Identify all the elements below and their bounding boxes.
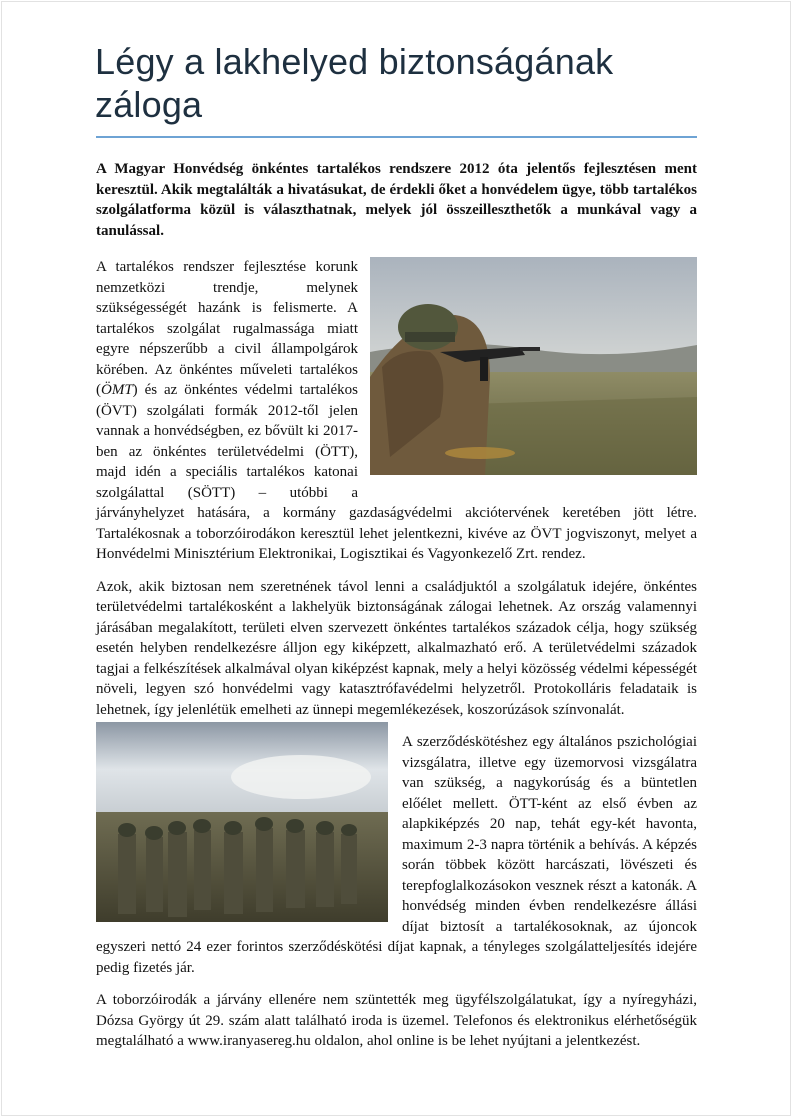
omt-abbreviation: ÖMT [101, 382, 133, 398]
paragraph-1-part-1: A tartalékos rendszer fejlesztése korunk nemzetközi trendje, melynek szükségességét hazánk is felismerte. A tartalékos szolgálat rugalmassága miatt egyre népszerűbb a civil állampolgárok körében. Az önkéntes műveleti tartalékos ( [96, 259, 358, 398]
soldiers-group-photo [96, 722, 388, 922]
page-title: Légy a lakhelyed biztonságának záloga [95, 41, 614, 125]
paragraph-3: A szerződéskötéshez egy általános pszichológiai vizsgálatra, illetve egy üzemorvosi vizsgálatra van szükség, a nagykorúság és a büntetlen előélet mellett. ÖTT-ként az első évben az alapkiképzés 20 nap, tehát egy-két havonta, maximum 2-3 napra történik a behívás. A képzés során többek között harcászati, lövészeti és terepfoglalkozásokon vesznek részt a katonák. A honvédség minden évben rendelkezésre állási díjat biztosít a tartalékosoknak, az újoncok egyszeri nettó 24 ezer forintos szerződéskötési díjat kapnak, a tényleges szolgálatteljesítés idejére pedig fizetés jár. [96, 734, 697, 976]
lead-paragraph: A Magyar Honvédség önkéntes tartalékos rendszere 2012 óta jelentős fejlesztésen ment keresztül. Akik megtalálták a hivatásukat, de érdekli őket a honvédelem ügye, több tartalékos szolgálatforma közül is választhatnak, melyek jól összeilleszthetők a munkával vagy a tanulással. [96, 161, 697, 239]
paragraph-4: A toborzóirodák a járvány ellenére nem szüntették meg ügyfélszolgálatukat, így a nyíregyházi, Dózsa György út 29. szám alatt található iroda is üzemel. Telefonos és elektronikus elérhetőségük megtalálható a www.iranyasereg.hu oldalon, ahol online is be lehet nyújtani a jelentkezést. [96, 992, 697, 1049]
paragraph-2: Azok, akik biztosan nem szeretnének távol lenni a családjuktól a szolgálatuk idejére, önkéntes területvédelmi tartalékosként a lakhelyük biztonságának zálogai lehetnek. Az ország valamennyi járásában megalakított, területi elven szervezett önkéntes tartalékos századok célja, hogy szükség esetén helyben rendelkezésre álljon egy kiképzett, alkalmazható erő. A területvédelmi századok tagjai a felkészítések alkalmával olyan kiképzést kapnak, mely a helyi közösség védelmi képességét növeli, legyen szó honvédelmi vagy katasztrófavédelmi helyzetről. Protokolláris feladataik is lehetnek, így jelenlétük emelheti az ünnepi megemlékezések, koszorúzások színvonalát. [96, 578, 697, 718]
paragraph-1-part-2: ) és az önkéntes védelmi tartalékos (ÖVT) szolgálati formák 2012-től jelen vannak a honvédségben, ez bővült ki 2017-ben az önkéntes területvédelmi (ÖTT), majd idén a speciális tartalékos katonai szolgálattal (SÖTT) – utóbbi a járványhelyzet hatására, a kormány gazdaságvédelmi akciótervének keretében jött létre. Tartalékosnak a toborzóirodákon keresztül lehet jelentkezni, kivéve az ÖVT jogviszonyt, melyet a Honvédelmi Minisztérium Elektronikai, Logisztikai és Vagyonkezelő Zrt. rendez. [96, 382, 697, 562]
soldier-firing-photo [370, 257, 697, 475]
document-body [96, 40, 697, 1052]
title-divider [96, 136, 697, 138]
